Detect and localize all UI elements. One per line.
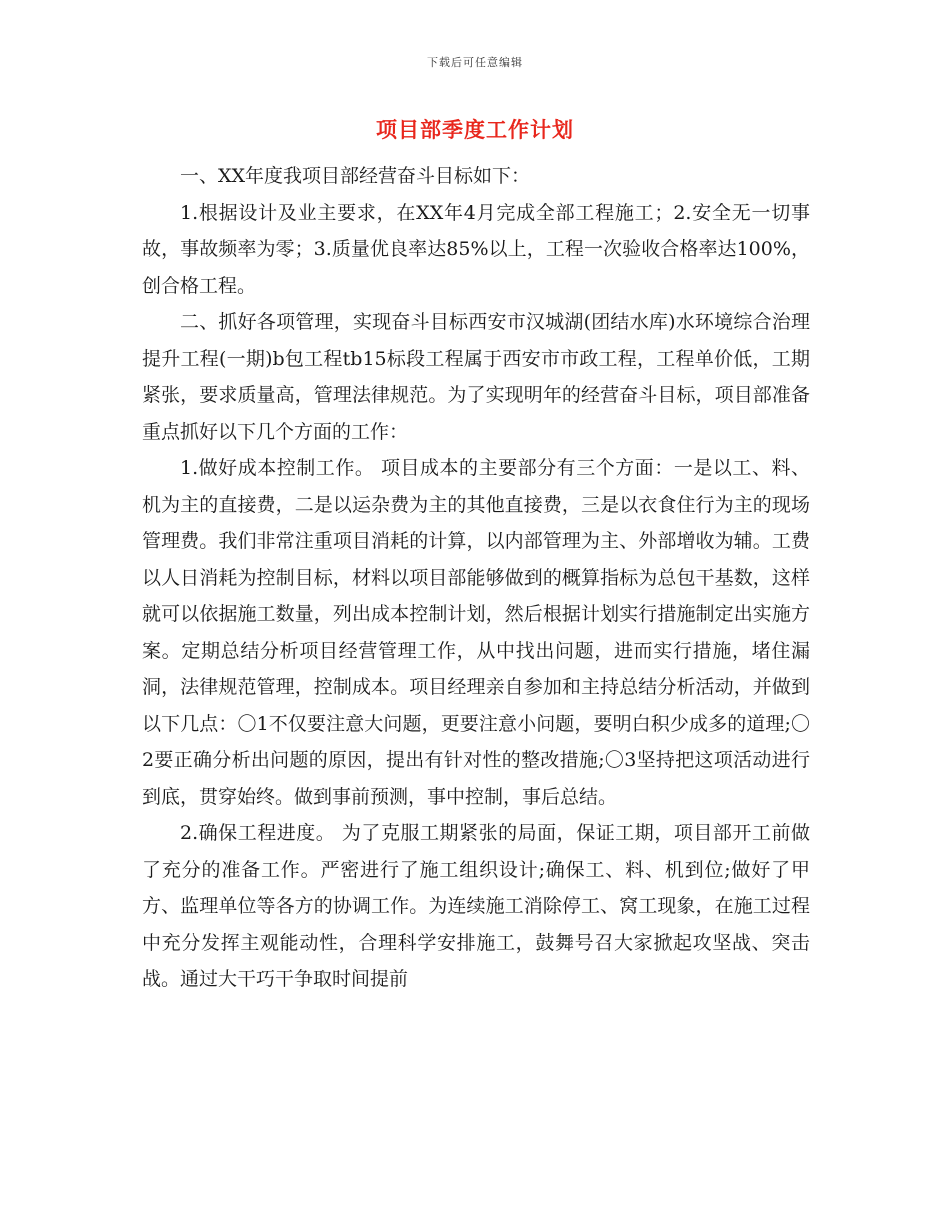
paragraph-management-heading: 二、抓好各项管理，实现奋斗目标西安市汉城湖(团结水库)水环境综合治理提升工程(一期)b包工程tb15标段工程属于西安市市政工程，工程单价低，工期紧张，要求质量高，管理法律规范。为了实现明年的经营奋斗目标，项目部准备重点抓好以下几个方面的工作：	[142, 311, 810, 443]
paragraph-goals-heading: 一、XX年度我项目部经营奋斗目标如下：	[180, 165, 531, 187]
header-note: 下载后可任意编辑	[427, 56, 523, 69]
paragraph-schedule: 2.确保工程进度。 为了克服工期紧张的局面，保证工期，项目部开工前做了充分的准备工作。严密进行了施工组织设计;确保工、料、机到位;做好了甲方、监理单位等各方的协调工作。为连续施工消除停工、窝工现象，在施工过程中充分发挥主观能动性，合理科学安排施工，鼓舞号召大家掀起攻坚战、突击战。通过大干巧干争取时间提前	[142, 822, 810, 990]
document-title: 项目部季度工作计划	[376, 117, 574, 142]
paragraph-cost-control: 1.做好成本控制工作。 项目成本的主要部分有三个方面：一是以工、料、机为主的直接费，二是以运杂费为主的其他直接费，三是以衣食住行为主的现场管理费。我们非常注重项目消耗的计算，以内部管理为主、外部增收为辅。工费以人日消耗为控制目标，材料以项目部能够做到的概算指标为总包干基数，这样就可以依据施工数量，列出成本控制计划，然后根据计划实行措施制定出实施方案。定期总结分析项目经营管理工作，从中找出问题，进而实行措施，堵住漏洞，法律规范管理，控制成本。项目经理亲自参加和主持总结分析活动，并做到以下几点：〇1不仅要注意大问题，更要注意小问题，要明白积少成多的道理;〇2要正确分析出问题的原因，提出有针对性的整改措施;〇3坚持把这项活动进行到底，贯穿始终。做到事前预测，事中控制，事后总结。	[142, 457, 810, 808]
document-body	[142, 158, 810, 998]
paragraph-goals-list: 1.根据设计及业主要求，在XX年4月完成全部工程施工；2.安全无一切事故，事故频率为零；3.质量优良率达85%以上，工程一次验收合格率达100%，创合格工程。	[142, 201, 810, 297]
